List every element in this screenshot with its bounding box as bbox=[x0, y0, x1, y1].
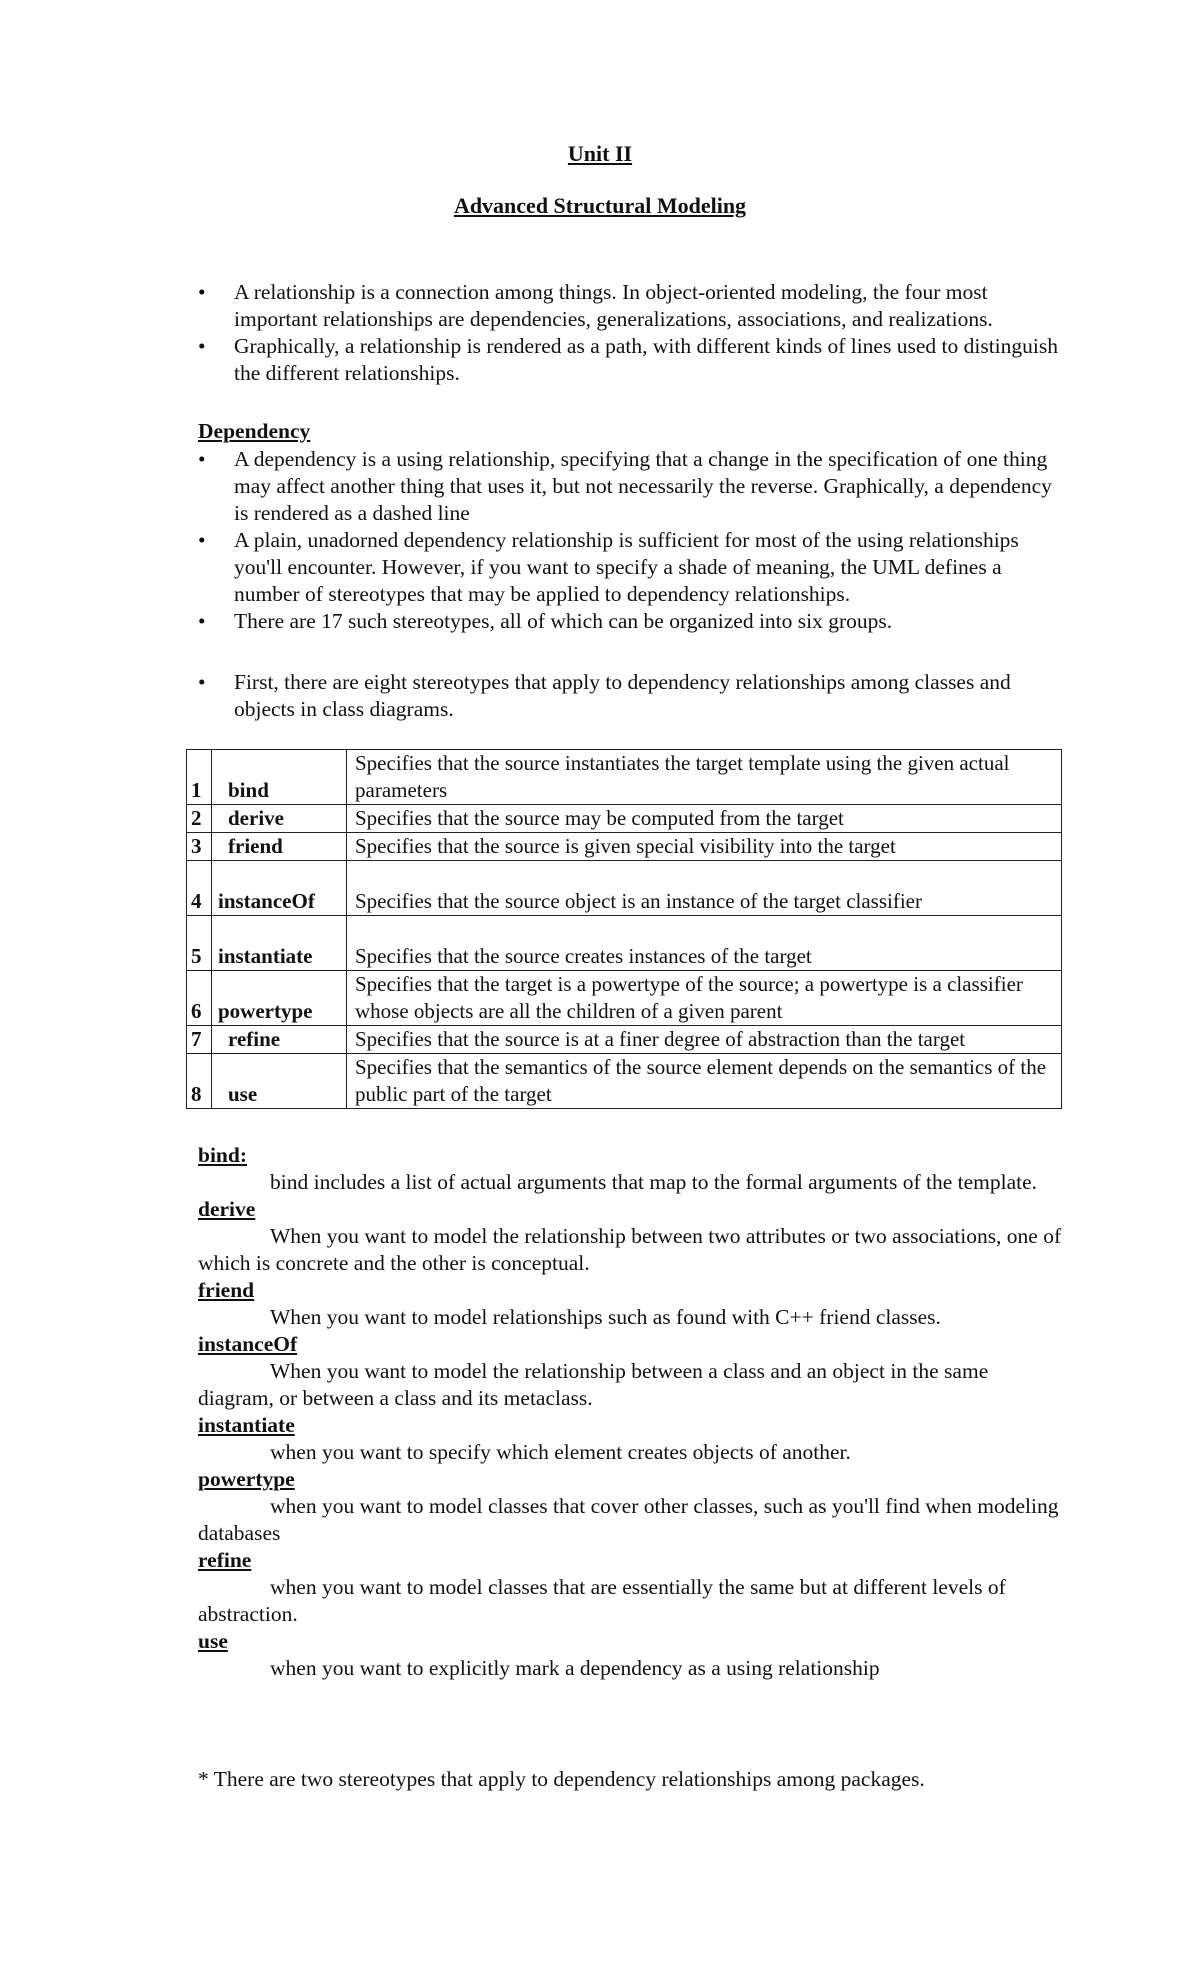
bullet-icon: • bbox=[198, 670, 206, 694]
intro-bullet-list bbox=[198, 279, 1068, 387]
stereotype-description: Specifies that the source may be computed from the target bbox=[347, 805, 1062, 833]
page-subtitle: Advanced Structural Modeling bbox=[453, 193, 747, 218]
definition-body: when you want to model classes that cover other classes, such as you'll find when modeling databases bbox=[198, 1494, 1059, 1545]
definition-term: refine bbox=[198, 1548, 252, 1572]
stereotype-name: derive bbox=[212, 805, 347, 833]
table-row bbox=[187, 805, 1062, 833]
row-number: 1 bbox=[187, 750, 212, 805]
table-row bbox=[187, 750, 1062, 805]
stereotype-name: instanceOf bbox=[212, 861, 347, 916]
row-number: 4 bbox=[187, 861, 212, 916]
bullet-icon: • bbox=[198, 334, 206, 358]
stereotype-description: Specifies that the semantics of the source element depends on the semantics of the public part of the target bbox=[347, 1054, 1062, 1109]
definition-entry bbox=[198, 1196, 1066, 1277]
definition-body: When you want to model the relationship between two attributes or two associations, one of which is concrete and the other is conceptual. bbox=[198, 1224, 1062, 1275]
page-title: Unit II bbox=[567, 141, 633, 166]
definition-entry bbox=[198, 1466, 1066, 1547]
row-number: 5 bbox=[187, 916, 212, 971]
first-group-bullet-list bbox=[198, 669, 1068, 723]
definition-term: friend bbox=[198, 1278, 255, 1302]
stereotype-description: Specifies that the source object is an instance of the target classifier bbox=[347, 861, 1062, 916]
row-number: 2 bbox=[187, 805, 212, 833]
bullet-icon: • bbox=[198, 447, 206, 471]
table-row bbox=[187, 916, 1062, 971]
stereotype-description: Specifies that the source is at a finer degree of abstraction than the target bbox=[347, 1026, 1062, 1054]
row-number: 3 bbox=[187, 833, 212, 861]
definition-term: use bbox=[198, 1629, 228, 1653]
definition-body: when you want to model classes that are essentially the same but at different levels of abstraction. bbox=[198, 1575, 1006, 1626]
stereotype-description: Specifies that the source instantiates the target template using the given actual parameters bbox=[347, 750, 1062, 805]
definition-entry bbox=[198, 1628, 1066, 1682]
stereotype-description: Specifies that the source is given special visibility into the target bbox=[347, 833, 1062, 861]
list-item: • A dependency is a using relationship, specifying that a change in the specification of one thing may affect another thing that uses it, but not necessarily the reverse. Graphically, a dependency is rendered as a dashed line bbox=[198, 447, 1052, 525]
row-number: 7 bbox=[187, 1026, 212, 1054]
definition-entry bbox=[198, 1142, 1066, 1196]
bullet-icon: • bbox=[198, 609, 206, 633]
stereotype-name: bind bbox=[212, 750, 347, 805]
definition-entry bbox=[198, 1277, 1066, 1331]
footnote: * There are two stereotypes that apply to dependency relationships among packages. bbox=[198, 1767, 925, 1791]
definition-entry bbox=[198, 1412, 1066, 1466]
list-item: • Graphically, a relationship is rendered as a path, with different kinds of lines used to distinguish the different relationships. bbox=[198, 334, 1058, 385]
definition-term: derive bbox=[198, 1197, 256, 1221]
table-row bbox=[187, 1054, 1062, 1109]
list-item: • First, there are eight stereotypes that apply to dependency relationships among classes and objects in class diagrams. bbox=[198, 670, 1011, 721]
stereotype-name: powertype bbox=[212, 971, 347, 1026]
table-row bbox=[187, 833, 1062, 861]
row-number: 6 bbox=[187, 971, 212, 1026]
stereotype-table bbox=[186, 749, 1062, 1109]
stereotype-description: Specifies that the target is a powertype of the source; a powertype is a classifier whose objects are all the children of a given parent bbox=[347, 971, 1062, 1026]
definition-body: When you want to model relationships such as found with C++ friend classes. bbox=[270, 1305, 941, 1329]
definition-body: when you want to specify which element creates objects of another. bbox=[270, 1440, 851, 1464]
list-item: • A plain, unadorned dependency relationship is sufficient for most of the using relationships you'll encounter. However, if you want to specify a shade of meaning, the UML defines a number of stereotypes that may be applied to dependency relationships. bbox=[198, 528, 1019, 606]
definition-body: When you want to model the relationship between a class and an object in the same diagram, or between a class and its metaclass. bbox=[198, 1359, 989, 1410]
definition-term: instantiate bbox=[198, 1413, 295, 1437]
definition-term: bind: bbox=[198, 1143, 248, 1167]
definition-term: powertype bbox=[198, 1467, 295, 1491]
definition-term: instanceOf bbox=[198, 1332, 298, 1356]
stereotype-name: instantiate bbox=[212, 916, 347, 971]
stereotype-description: Specifies that the source creates instances of the target bbox=[347, 916, 1062, 971]
stereotype-name: refine bbox=[212, 1026, 347, 1054]
list-item: • There are 17 such stereotypes, all of which can be organized into six groups. bbox=[198, 609, 893, 633]
definition-body: bind includes a list of actual arguments that map to the formal arguments of the template. bbox=[270, 1170, 1038, 1194]
dependency-bullet-list bbox=[198, 446, 1068, 635]
definitions-section bbox=[198, 1142, 1066, 1682]
definition-body: when you want to explicitly mark a dependency as a using relationship bbox=[270, 1656, 880, 1680]
stereotype-name: friend bbox=[212, 833, 347, 861]
table-row bbox=[187, 1026, 1062, 1054]
list-item: • A relationship is a connection among things. In object-oriented modeling, the four most important relationships are dependencies, generalizations, associations, and realizations. bbox=[198, 280, 993, 331]
definition-entry bbox=[198, 1547, 1066, 1628]
bullet-icon: • bbox=[198, 528, 206, 552]
bullet-icon: • bbox=[198, 280, 206, 304]
row-number: 8 bbox=[187, 1054, 212, 1109]
dependency-heading: Dependency bbox=[198, 419, 311, 443]
table-row bbox=[187, 861, 1062, 916]
stereotype-name: use bbox=[212, 1054, 347, 1109]
definition-entry bbox=[198, 1331, 1066, 1412]
table-row bbox=[187, 971, 1062, 1026]
